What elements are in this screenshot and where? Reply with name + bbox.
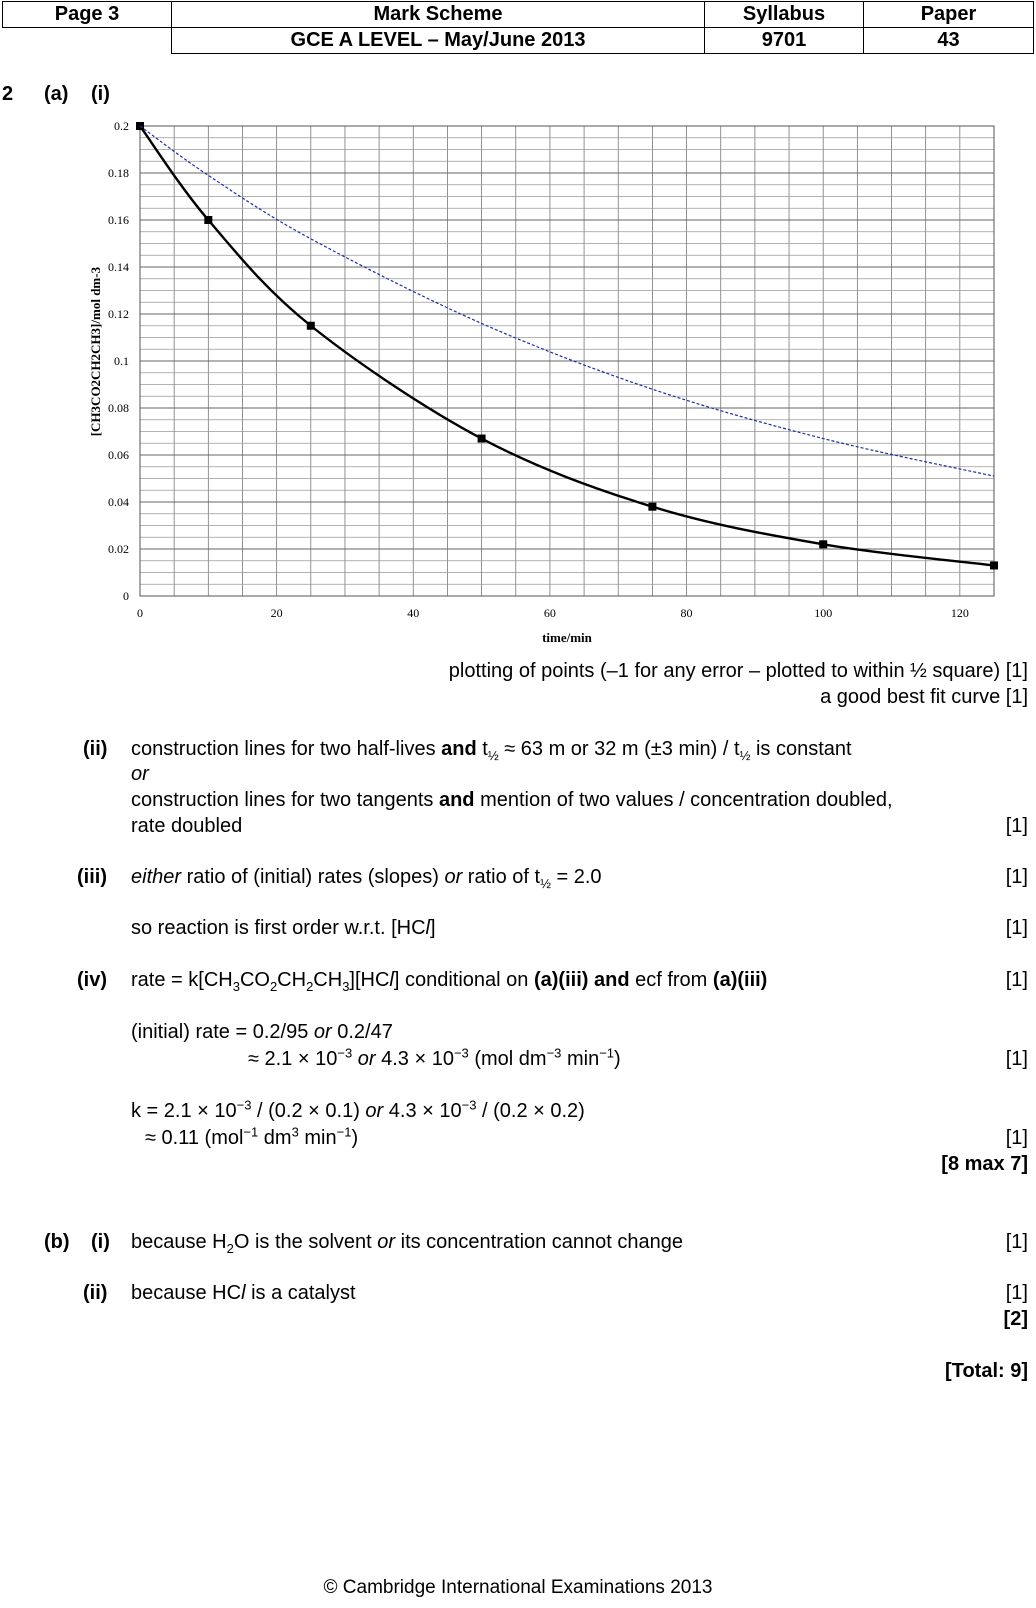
a-iv-k-value — [145, 1126, 358, 1150]
blank-cell — [3, 28, 172, 54]
text-italic: or — [444, 866, 463, 888]
b-ii-text — [131, 1281, 356, 1305]
text: 0.2/47 — [331, 1021, 393, 1043]
subscript: 2 — [269, 979, 278, 994]
a-ii-line-1 — [131, 737, 852, 761]
superscript: −3 — [337, 1045, 353, 1061]
text: t — [476, 738, 488, 760]
part-a-iv-label: (iv) — [77, 969, 107, 991]
text-bold: and — [588, 969, 630, 991]
text: min — [561, 1048, 600, 1070]
part-b-label: (b) — [44, 1231, 70, 1253]
part-b-total: [2] — [1003, 1308, 1028, 1330]
syllabus-label: Syllabus — [705, 2, 864, 28]
part-a-ii-label: (ii) — [83, 738, 108, 760]
text-italic: l — [425, 917, 430, 939]
a-ii-mark: [1] — [1005, 815, 1028, 837]
text: because H — [131, 1231, 227, 1253]
text: min — [298, 1127, 337, 1149]
x-tick-label: 60 — [543, 606, 556, 620]
y-tick-label: 0.12 — [108, 307, 129, 321]
x-tick-label: 20 — [270, 606, 283, 620]
y-tick-label: 0 — [123, 589, 129, 603]
a-iv-k-expression — [131, 1099, 585, 1123]
text-bold: and — [438, 789, 475, 811]
x-tick-label: 120 — [950, 606, 969, 620]
part-a-i-label: (i) — [91, 83, 110, 105]
text: ][HC — [349, 969, 390, 991]
a-iv-mark-1: [1] — [1005, 969, 1028, 991]
superscript: −1 — [599, 1045, 615, 1061]
superscript: 3 — [291, 1124, 299, 1140]
superscript: −3 — [236, 1097, 252, 1113]
text: because HC — [131, 1282, 242, 1304]
a-iii-line-1 — [131, 865, 602, 889]
subscript: ½ — [487, 748, 499, 763]
doc-title: Mark Scheme — [172, 2, 705, 28]
text-italic: or — [365, 1100, 384, 1122]
part-a-iii-label: (iii) — [77, 866, 107, 888]
text: ) — [351, 1127, 359, 1149]
x-tick-label: 80 — [680, 606, 693, 620]
question-number: 2 — [2, 83, 14, 105]
y-tick-label: 0.2 — [114, 119, 129, 133]
text-italic: or — [352, 1048, 376, 1070]
y-tick-label: 0.06 — [108, 448, 129, 462]
x-tick-label: 40 — [407, 606, 420, 620]
a-i-mark-1: plotting of points (–1 for any error – plotted to within ½ square) [1] — [448, 660, 1028, 682]
b-i-text — [131, 1230, 683, 1254]
text: its concentration cannot change — [395, 1231, 684, 1253]
data-point-marker — [478, 435, 486, 443]
y-tick-label: 0.14 — [108, 260, 129, 274]
a-iii-mark-2: [1] — [1005, 917, 1028, 939]
text: CH — [313, 969, 343, 991]
text: ratio of (initial) rates (slopes) — [181, 866, 445, 888]
text: (mol dm — [468, 1048, 547, 1070]
x-tick-label: 100 — [814, 606, 833, 620]
y-axis-label: [CH3CO2CH2CH3]/mol dm-3 — [88, 266, 103, 437]
syllabus-code: 9701 — [705, 28, 864, 54]
page-label: Page 3 — [3, 2, 172, 28]
superscript: −1 — [336, 1124, 352, 1140]
best-fit-curve — [140, 126, 994, 565]
text-italic: or — [313, 1021, 332, 1043]
a-i-mark-2: a good best fit curve [1] — [820, 686, 1028, 708]
a-ii-or: or — [131, 763, 149, 785]
text: ≈ 0.11 (mol — [145, 1127, 244, 1149]
dashed-curve — [140, 126, 994, 476]
text: k = 2.1 × 10 — [131, 1100, 237, 1122]
text: (initial) rate = 0.2/95 — [131, 1021, 314, 1043]
a-iv-rate-equation — [131, 968, 767, 992]
text: so reaction is first order w.r.t. [HC — [131, 917, 426, 939]
subscript: 3 — [342, 979, 350, 994]
doc-subtitle: GCE A LEVEL – May/June 2013 — [172, 28, 705, 54]
a-iv-mark-3: [1] — [1005, 1127, 1028, 1149]
text: ≈ 2.1 × 10 — [248, 1048, 338, 1070]
y-tick-label: 0.16 — [108, 213, 129, 227]
text: rate = k[CH — [131, 969, 233, 991]
text: construction lines for two tangents — [131, 789, 439, 811]
text-bold: (a)(iii) — [533, 969, 589, 991]
concentration-time-chart — [80, 116, 1020, 656]
text: / (0.2 × 0.2) — [476, 1100, 585, 1122]
text: dm — [258, 1127, 292, 1149]
chart-ticks — [108, 119, 969, 620]
header-table — [2, 1, 1034, 54]
subscript: ½ — [540, 876, 551, 891]
data-point-marker — [819, 540, 827, 548]
a-iv-rate-value — [248, 1047, 621, 1071]
a-ii-line-3 — [131, 788, 893, 812]
text: ≈ 63 m or 32 m (±3 min) / t — [498, 738, 740, 760]
text: 4.3 × 10 — [383, 1100, 462, 1122]
subscript: ½ — [739, 748, 751, 763]
text: is constant — [750, 738, 852, 760]
text: CO — [239, 969, 270, 991]
paper-code: 43 — [864, 28, 1034, 54]
b-i-mark: [1] — [1005, 1231, 1028, 1253]
text-bold: and — [441, 738, 477, 760]
subscript: 2 — [226, 1241, 234, 1256]
part-b-ii-label: (ii) — [83, 1282, 108, 1304]
b-ii-mark: [1] — [1005, 1282, 1028, 1304]
text: is a catalyst — [245, 1282, 356, 1304]
y-tick-label: 0.08 — [108, 401, 129, 415]
a-iv-initial-rate — [131, 1020, 393, 1044]
part-a-total: [8 max 7] — [941, 1153, 1028, 1175]
superscript: −3 — [546, 1045, 562, 1061]
y-tick-label: 0.18 — [108, 166, 129, 180]
subscript: 3 — [232, 979, 240, 994]
text: ] — [429, 917, 436, 939]
superscript: −1 — [243, 1124, 259, 1140]
x-tick-label: 0 — [137, 606, 143, 620]
paper-label: Paper — [864, 2, 1034, 28]
chart-grid — [140, 126, 994, 596]
data-point-marker — [648, 503, 656, 511]
text: = 2.0 — [550, 866, 602, 888]
data-point-marker — [307, 322, 315, 330]
text-italic: or — [377, 1231, 396, 1253]
text: CH — [277, 969, 307, 991]
a-iv-mark-2: [1] — [1005, 1048, 1028, 1070]
superscript: −3 — [461, 1097, 477, 1113]
y-tick-label: 0.02 — [108, 542, 129, 556]
text: mention of two values / concentration doubled, — [474, 789, 893, 811]
text: 4.3 × 10 — [375, 1048, 454, 1070]
data-point-marker — [204, 216, 212, 224]
grand-total: [Total: 9] — [945, 1360, 1028, 1382]
text: ratio of t — [462, 866, 541, 888]
data-point-marker — [990, 561, 998, 569]
text-italic: l — [389, 969, 394, 991]
superscript: −3 — [453, 1045, 469, 1061]
text: ecf from — [629, 969, 713, 991]
y-tick-label: 0.1 — [114, 354, 129, 368]
y-tick-label: 0.04 — [108, 495, 129, 509]
a-iii-line-2 — [131, 916, 436, 940]
text: ) — [614, 1048, 621, 1070]
a-ii-line-4: rate doubled — [131, 815, 243, 837]
a-iii-mark-1: [1] — [1005, 866, 1028, 888]
subscript: 2 — [306, 979, 314, 994]
text: / (0.2 × 0.1) — [251, 1100, 366, 1122]
part-b-i-label: (i) — [91, 1231, 110, 1253]
part-a-label: (a) — [44, 83, 69, 105]
text: O is the solvent — [233, 1231, 378, 1253]
footer-copyright: © Cambridge International Examinations 2013 — [323, 1577, 713, 1598]
text: construction lines for two half-lives — [131, 738, 442, 760]
text-italic: l — [241, 1282, 246, 1304]
x-axis-label: time/min — [542, 630, 592, 645]
text: ] conditional on — [393, 969, 534, 991]
text-bold: (a)(iii) — [712, 969, 768, 991]
text-italic: either — [131, 866, 182, 888]
